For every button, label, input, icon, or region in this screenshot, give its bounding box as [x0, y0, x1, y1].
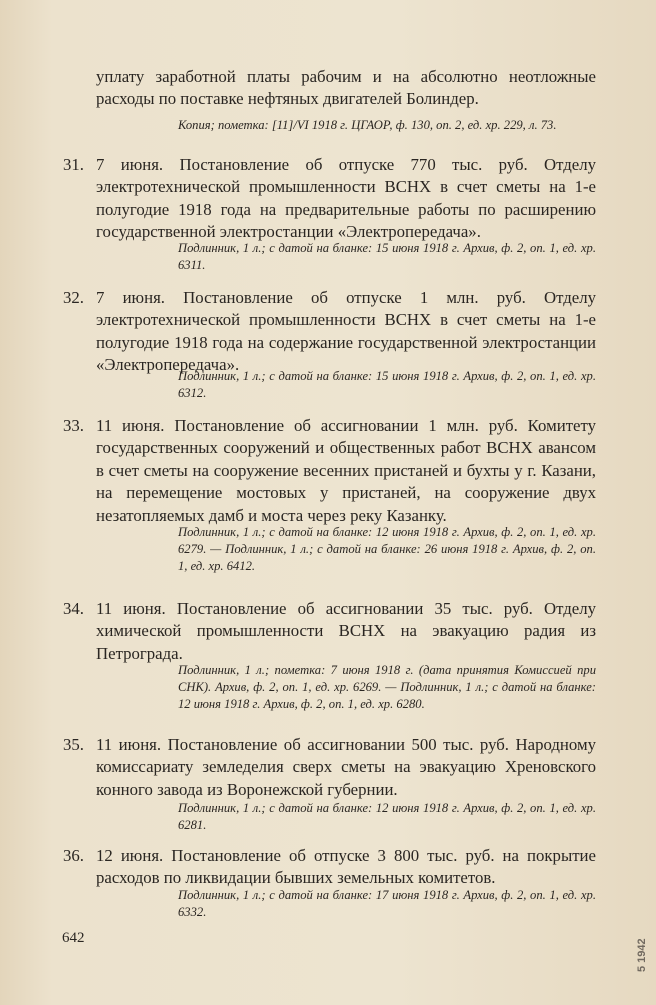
intro-paragraph: уплату заработной платы рабочим и на абсолютно неотложные расходы по поставке нефтяных двигателей Болиндер. — [96, 67, 596, 109]
entry-number: 35. — [63, 735, 84, 754]
entry-number: 31. — [63, 155, 84, 174]
entry-number: 32. — [63, 288, 84, 307]
entry-text: 7 июня. Постановление об отпуске 1 млн. руб. Отделу электротехнической промышленности ВСНХ в счет сметы на 1-е полугодие 1918 года на содержание государственной электростанции «Электропередача». — [96, 288, 596, 375]
entry-text: 11 июня. Постановление об ассигновании 1 млн. руб. Комитету государственных сооружений и общественных работ ВСНХ авансом в счет сметы на сооружение весенних пристаней и бухты у г. Казани, на перемещение мостовых у пристаней, на сооружение двух незатопляемых дамб и моста через реку Казанку. — [96, 416, 596, 525]
edge-stamp: 5 1942 — [636, 938, 648, 972]
entry-text: 11 июня. Постановление об ассигновании 500 тыс. руб. Народному комиссариату земледелия сверх сметы на эвакуацию Хреновского конного завода из Воронежской губернии. — [96, 735, 596, 799]
entry-text: 7 июня. Постановление об отпуске 770 тыс. руб. Отделу электротехнической промышленности ВСНХ в счет сметы на 1-е полугодие 1918 года на предварительные работы по расширению государственной электростанции «Электропередача». — [96, 155, 596, 242]
page-number: 642 — [62, 930, 85, 946]
entry-text: 11 июня. Постановление об ассигновании 35 тыс. руб. Отделу химической промышленности ВСНХ на эвакуацию радия из Петрограда. — [96, 599, 596, 663]
entry-source-note: Подлинник, 1 л.; с датой на бланке: 17 июня 1918 г. Архив, ф. 2, on. 1, ед. хр. 6332. — [178, 888, 596, 919]
intro-source-note: Копия; пометка: [11]/VI 1918 г. ЦГАОР, ф. 130, on. 2, ед. хр. 229, л. 73. — [178, 118, 557, 132]
entry-source-note: Подлинник, 1 л.; с датой на бланке: 15 июня 1918 г. Архив, ф. 2, on. 1, ед. хр. 6311. — [178, 241, 596, 272]
entry-text: 12 июня. Постановление об отпуске 3 800 тыс. руб. на покрытие расходов по ликвидации бывших земельных комитетов. — [96, 846, 596, 888]
entry-number: 33. — [63, 416, 84, 435]
entry-source-note: Подлинник, 1 л.; с датой на бланке: 12 июня 1918 г. Архив, ф. 2, on. 1, ед. хр. 6281. — [178, 801, 596, 832]
entry-number: 34. — [63, 599, 84, 618]
entry-source-note: Подлинник, 1 л.; с датой на бланке: 15 июня 1918 г. Архив, ф. 2, on. 1, ед. хр. 6312. — [178, 369, 596, 400]
entry-number: 36. — [63, 846, 84, 865]
entry-source-note: Подлинник, 1 л.; пометка: 7 июня 1918 г. (дата принятия Комиссией при СНК). Архив, ф. 2, on. 1, ед. хр. 6269. — Подлинник, 1 л.; с датой на бланке: 12 июня 1918 г. Архив, ф. 2, on. 1, ед. хр. 6280. — [178, 663, 596, 711]
entry-source-note: Подлинник, 1 л.; с датой на бланке: 12 июня 1918 г. Архив, ф. 2, on. 1, ед. хр. 6279. — Подлинник, 1 л.; с датой на бланке: 26 июня 1918 г. Архив, ф. 2, on. 1, ед. хр. 6412. — [178, 525, 596, 573]
